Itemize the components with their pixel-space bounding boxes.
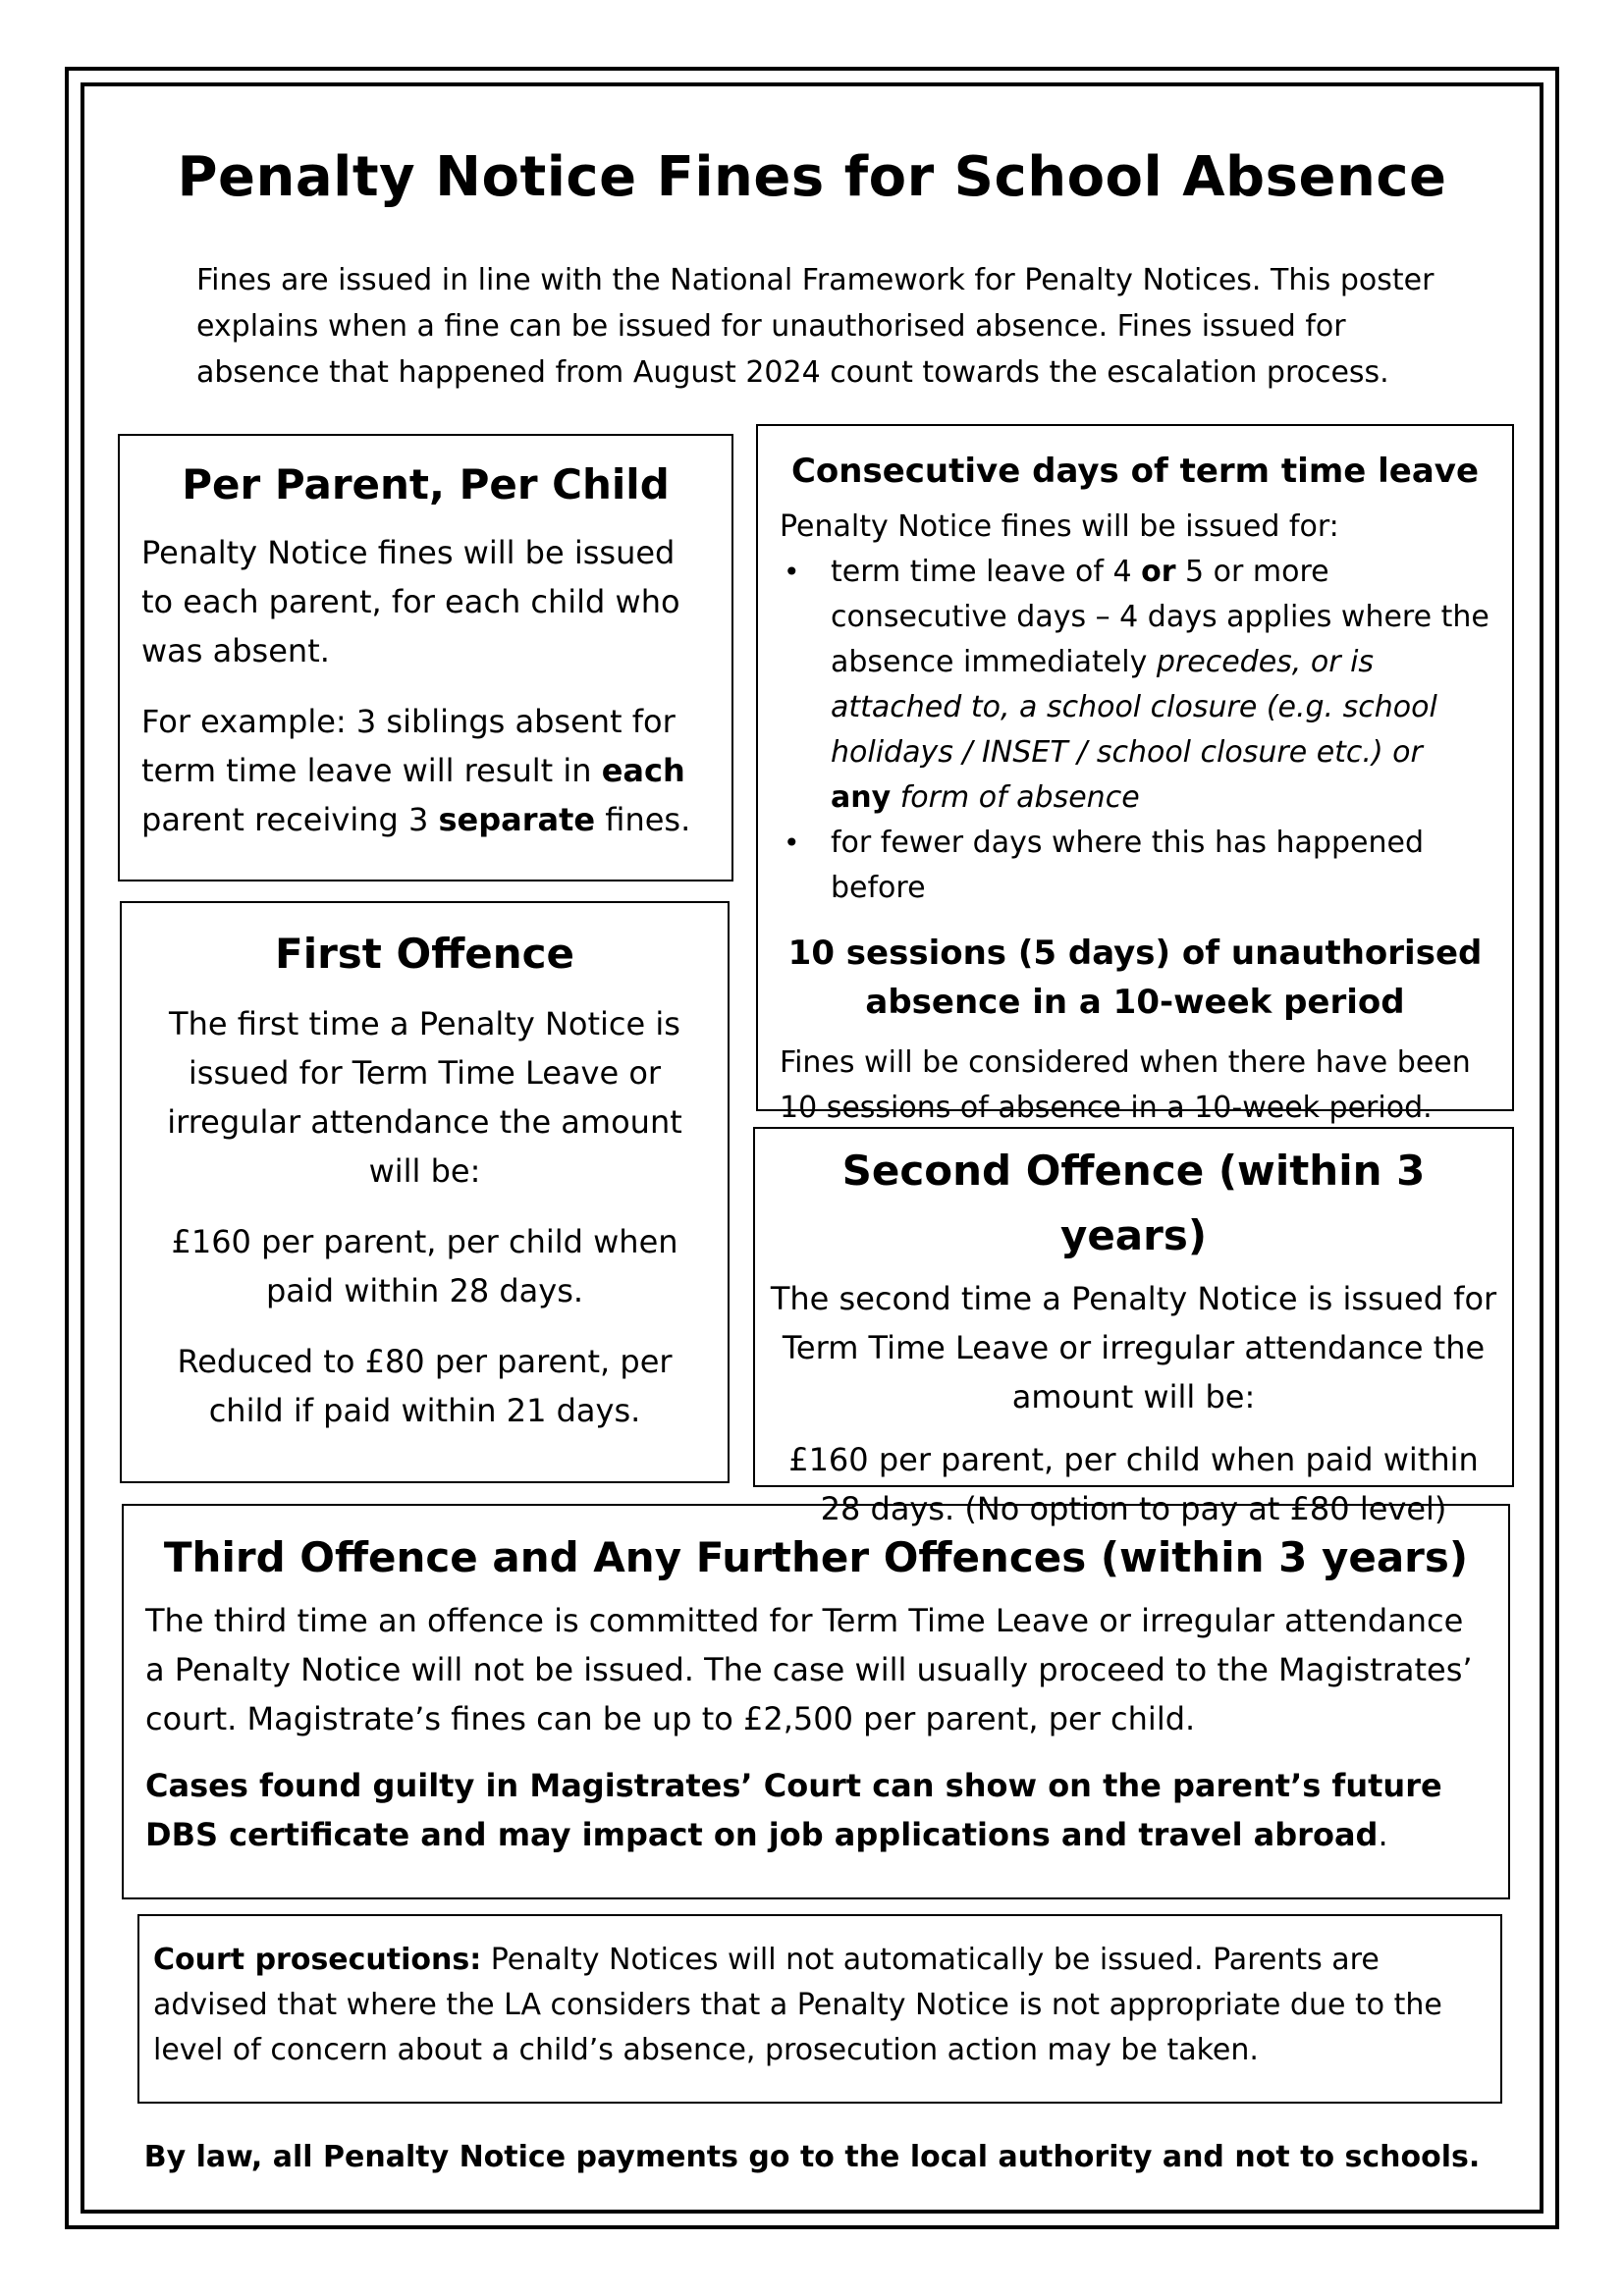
second-offence-amount: £160 per parent, per child when paid within 28 days. (No option to pay at £80 level) (788, 1441, 1479, 1527)
second-offence-text: The second time a Penalty Notice is issued for Term Time Leave or irregular attendance the amount will be: (770, 1280, 1497, 1415)
page-title: Penalty Notice Fines for School Absence (177, 145, 1447, 209)
per-parent-heading: Per Parent, Per Child (182, 460, 670, 508)
court-text: Court prosecutions: Penalty Notices will not automatically be issued. Parents are advised that where the LA considers that a Penalty Notice is not appropriate due to the level of concern about a child’s absence, prosecution action may be taken. (153, 1943, 1442, 2067)
list-item: • for fewer days where this has happened before (780, 821, 1490, 911)
first-offence-amount: £160 per parent, per child when paid within 28 days. (171, 1223, 678, 1309)
consecutive-list (780, 550, 1490, 911)
third-offence-warning: Cases found guilty in Magistrates’ Court can show on the parent’s future DBS certificate and may impact on job applications and travel abroad. (145, 1767, 1442, 1853)
second-offence-box (753, 1127, 1514, 1527)
per-parent-box (118, 434, 733, 881)
third-offence-box (122, 1504, 1510, 1899)
first-offence-heading: First Offence (275, 930, 574, 978)
consecutive-lead: Penalty Notice fines will be issued for: (780, 509, 1339, 544)
first-offence-box (120, 901, 730, 1483)
per-parent-example: For example: 3 siblings absent for term time leave will result in each parent receiving 3 separate fines. (141, 703, 691, 838)
sessions-heading: 10 sessions (5 days) of unauthorised absence in a 10-week period (787, 934, 1483, 1022)
court-prosecutions-box (137, 1914, 1502, 2104)
footer-note: By law, all Penalty Notice payments go to the local authority and not to schools. (143, 2140, 1481, 2174)
first-offence-text: The first time a Penalty Notice is issued for Term Time Leave or irregular attendance the amount will be: (167, 1005, 682, 1190)
consecutive-days-box (756, 424, 1514, 1125)
second-offence-heading: Second Offence (within 3 years) (841, 1147, 1426, 1259)
per-parent-text: Penalty Notice fines will be issued to each parent, for each child who was absent. (141, 534, 680, 669)
consecutive-heading: Consecutive days of term time leave (790, 452, 1480, 491)
first-offence-reduced: Reduced to £80 per parent, per child if paid within 21 days. (177, 1343, 673, 1429)
sessions-text: Fines will be considered when there have been 10 sessions of absence in a 10-week period. (780, 1045, 1471, 1125)
list-item: • term time leave of 4 or 5 or more consecutive days – 4 days applies where the absence immediately precedes, or is attached to, a school closure (e.g. school holidays / INSET / school closure etc.) or any form of absence (780, 550, 1490, 821)
intro-text: Fines are issued in line with the National Framework for Penalty Notices. This poster explains when a fine can be issued for unauthorised absence. Fines issued for absence that happened from August 2024 count towards the escalation process. (196, 263, 1435, 390)
third-offence-text: The third time an offence is committed for Term Time Leave or irregular attendance a Penalty Notice will not be issued. The case will usually proceed to the Magistrates’ court. Magistrate’s fines can be up to £2,500 per parent, per child. (145, 1602, 1473, 1737)
third-offence-heading: Third Offence and Any Further Offences (within 3 years) (163, 1533, 1469, 1581)
